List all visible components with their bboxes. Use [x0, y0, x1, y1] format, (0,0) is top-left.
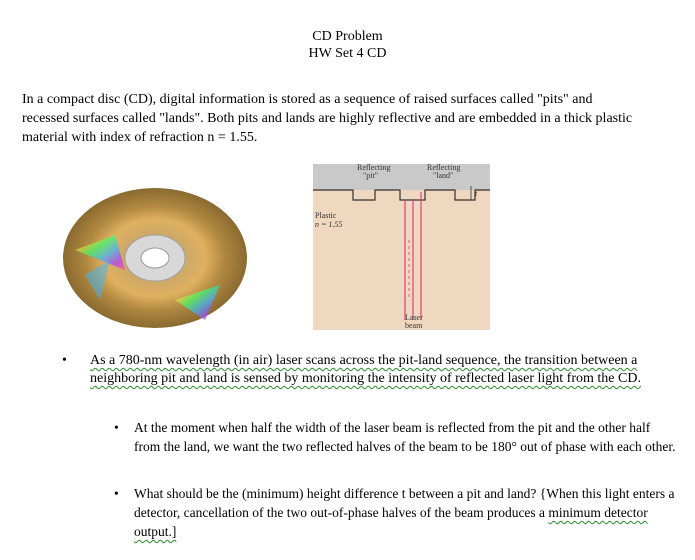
- bullet-dot: •: [114, 420, 119, 435]
- reflecting-land-label: Reflecting: [427, 163, 461, 172]
- intro-paragraph: In a compact disc (CD), digital information is stored as a sequence of raised surfaces called "pits" and recessed surfaces called "lands". Both pits and lands are highly reflective and are embedded in a thick plastic material with index of refraction n = 1.55.: [22, 92, 633, 145]
- t-label: t: [475, 189, 478, 198]
- beam-label: beam: [405, 321, 423, 330]
- main-bullet-text: As a 780-nm wavelength (in air) laser scans across the pit-land sequence, the transition between a neighboring pit and land is sensed by monitoring the intensity of reflected laser light from the CD.: [90, 353, 641, 386]
- refractive-index-label: n = 1.55: [315, 220, 343, 229]
- page-subtitle: HW Set 4 CD: [308, 46, 387, 61]
- reflecting-pit-label: Reflecting: [357, 163, 391, 172]
- bullet-dot: •: [62, 353, 67, 368]
- sub-bullet-1-text: At the moment when half the width of the laser beam is reflected from the pit and the other half from the land, we want the two reflected halves of the beam to be 180° out of phase with each other.: [134, 420, 676, 454]
- cd-image: [55, 160, 255, 360]
- sub-bullet-2-part2: minimum detector output.]: [134, 505, 648, 539]
- land-label: "land": [433, 171, 454, 180]
- plastic-label: Plastic: [315, 211, 337, 220]
- sub-bullet-2-text: [134, 484, 679, 541]
- pit-label: "pit": [363, 171, 378, 180]
- laser-label: Laser: [405, 313, 423, 322]
- sub-bullet-2-part1: What should be the (minimum) height difference t between a pit and land? {When this light enters a detector, cancellation of the two out-of-phase halves of the beam produces a: [134, 486, 675, 520]
- pit-land-diagram: [305, 160, 490, 335]
- page-title: CD Problem: [312, 29, 383, 44]
- bullet-dot: •: [114, 486, 119, 501]
